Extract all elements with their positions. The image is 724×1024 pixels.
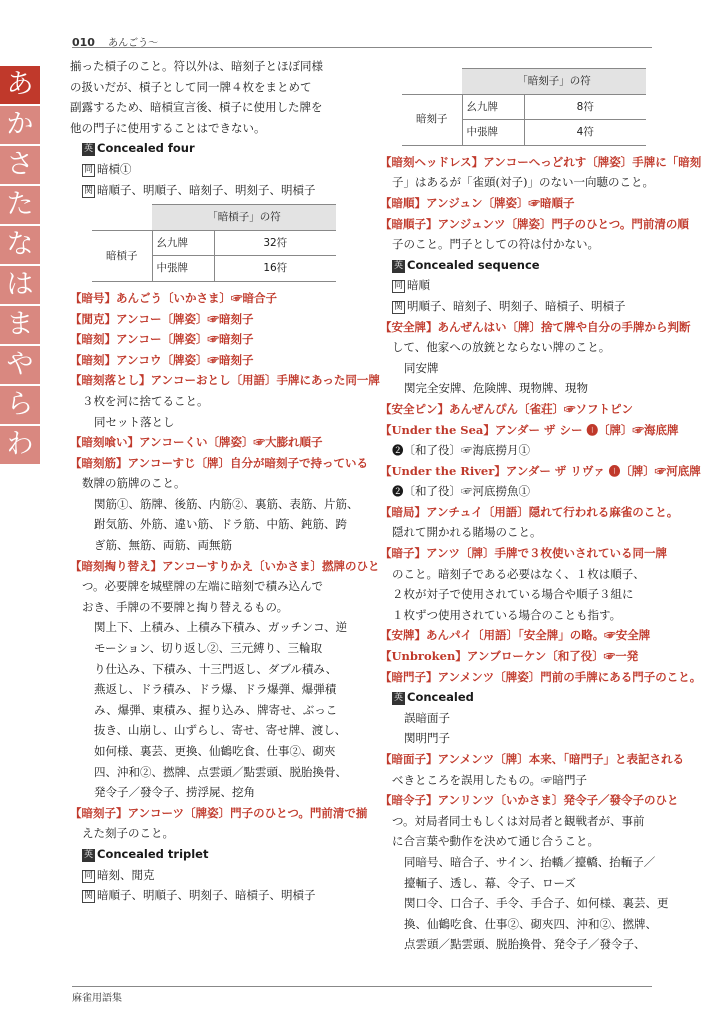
line-text: ❷〔和了役〕☞河底撈魚① [392,484,530,499]
headword: 【暗刻子】アンコーツ〔牌姿〕門子のひとつ。門前清で揃 [70,805,368,820]
line-text: 子のこと。門子としての符は付かない。 [392,237,599,252]
line-text: 数牌の筋牌のこと。 [82,476,186,491]
text-line [380,893,669,914]
text-line [70,412,340,433]
header-reading: あんごう～ [108,38,159,49]
table-row-label: 暗刻子 [402,94,462,145]
line-text: 関明門子 [404,731,450,746]
english-label: 英 [84,849,94,860]
line-text: つ。必要牌を城壁牌の左端に暗刻で積み込んで [82,579,324,594]
line-text: モーション、切り返し②、三元縛り、三輪取 [94,641,323,656]
headword: 【暗面子】アンメンツ〔牌〕本来、「暗門子」と表記される [380,752,684,766]
table-cell: 幺九牌 [462,94,524,120]
line-text: ぎ筋、無筋、両筋、両無筋 [94,538,232,553]
text-line [380,914,657,935]
headword: 【暗刻】アンコー〔牌姿〕☞暗刻子 [70,332,254,347]
table-cell: 8符 [524,94,646,120]
line-text: １枚ずつ使用されている場合のことも指す。 [392,607,622,622]
text-line [70,494,359,515]
text-line [70,391,340,412]
synonym-line: 同 暗順 [394,278,431,293]
line-text: 換、仙鶴吃食、仕事②、砌夾四、沖和②、撚牌、 [404,916,657,931]
line-text: 関口令、口合子、手令、手合子、如何様、裏芸、更 [404,896,669,911]
entry-headword-line [380,502,679,523]
related-label: 関 [394,301,404,312]
text-line [70,762,347,783]
related-label: 関 [84,185,94,196]
headword: 【Under the Sea】アンダー ザ シー ❶〔牌〕☞海底牌 [380,422,679,437]
fu-table-ankou [402,68,646,146]
entry-list [380,708,684,955]
index-tab-sa[interactable]: さ [0,146,40,184]
text-line [380,605,650,626]
page-number: 010 [72,36,95,49]
line-text: して、他家への放銃とならない牌のこと。 [392,340,611,355]
text-line [380,440,650,461]
index-tab-na[interactable]: な [0,226,40,264]
entry-headword-line [70,329,340,350]
text-line [70,473,340,494]
headword: 【暗門子】アンメンツ〔牌姿〕門前の手牌にある門子のこと。 [380,669,702,684]
entry-headword-line [380,420,679,441]
line-text: 同セット落とし [94,414,175,429]
english-label: 英 [394,693,404,704]
headword: 【暗号】あんごう〔いかさま〕☞暗合子 [70,290,277,305]
entry-headword-line [70,370,380,391]
table-caption: 「暗刻子」の符 [462,69,646,95]
text-line [380,708,650,729]
synonym-label: 同 [84,870,94,881]
text-line [70,514,347,535]
line-text: 四、沖和②、撚牌、点雲頭／點雲頭、脱胎換骨、 [94,764,347,779]
entry-headword-line [70,453,368,474]
text-line [380,481,650,502]
entry-headword-line [380,790,679,811]
headword: 【暗子】アンツ〔牌〕手牌で３枚使いされている同一牌 [380,546,668,561]
table-cell: 4符 [524,120,646,146]
text-line [380,234,650,255]
headword: 【暗刻ヘッドレス】アンコーへっどれす〔牌姿〕手牌に「暗刻 [380,154,702,169]
headword: 【安牌】あんパイ〔用語〕「安全牌」の略。☞安全牌 [380,628,651,643]
line-text: べきところを誤用したもの。☞暗門子 [392,772,588,787]
entry-headword-line [70,432,340,453]
fu-table-ankan [92,204,336,282]
line-text: 発令子／發令子、捞浮屍、挖角 [94,785,255,800]
headword: 【暗刻筋】アンコーすじ〔牌〕自分が暗刻子で持っている [70,455,368,470]
line-text: えた刻子のこと。 [82,826,174,841]
text-line [70,597,340,618]
entry-headword-line [380,667,702,688]
right-column [380,56,702,955]
text-line [380,831,650,852]
index-tab-ha[interactable]: は [0,266,40,304]
line-text: 同暗号、暗合子、サイン、抬轎／擡轎、抬輀子／ [404,854,656,869]
text-line: 副露するため、暗槓宣言後、槓子に使用した牌を [70,100,323,115]
index-tab-ka[interactable]: か [0,106,40,144]
table-cell: 32符 [214,230,336,256]
synonym-line: 同 暗槓① [84,161,132,176]
headword: 【暗刻】アンコウ〔牌姿〕☞暗刻子 [70,352,254,367]
line-text: 関完全安牌、危険牌、現物牌、現物 [404,381,588,396]
index-tab-ta[interactable]: た [0,186,40,224]
index-tab-ra[interactable]: ら [0,386,40,424]
english-label: 英 [84,144,94,155]
text-line [380,564,650,585]
text-line [70,823,340,844]
text-line: 揃った槓子のこと。符以外は、暗刻子とほぼ同様 [70,59,323,73]
text-line [70,576,340,597]
text-line [380,934,650,955]
related-line: 関 暗順子、明順子、明刻子、暗槓子、明槓子 [84,888,316,903]
entry-headword-line [380,625,650,646]
line-text: 点雲頭／點雲頭、脱胎換骨、発令子／發令子、 [404,937,646,952]
headword: 【閒克】アンコー〔牌姿〕☞暗刻子 [70,311,254,326]
running-header [72,34,652,48]
index-tab-a[interactable]: あ [0,66,40,104]
line-text: ❷〔和了役〕☞海底撈月① [392,443,530,458]
english-term: 英 Concealed four [84,141,195,156]
text-line [70,741,340,762]
text-line [70,782,340,803]
line-text: 如何様、裏芸、更換、仙鶴吃食、仕事②、砌夾 [94,744,336,758]
index-tab-wa[interactable]: わ [0,426,40,464]
table-row-label: 暗槓子 [92,230,152,281]
entry-headword-line [380,152,702,173]
text-line [380,811,650,832]
text-line [380,337,650,358]
table-caption: 「暗槓子」の符 [152,205,336,231]
line-text: み、爆弾、東積み、握り込み、牌寄せ、ぶっこ [94,702,338,717]
headword: 【Under the River】アンダー ザ リヴァ ❶〔牌〕☞河底牌 [380,463,701,478]
text-line: の扱いだが、槓子として同一牌４枚をまとめて [70,79,312,94]
text-line [380,172,654,193]
entry-headword-line [70,350,340,371]
line-text: 同安牌 [404,360,439,375]
entry-headword-line [380,749,684,770]
line-text: ２枚が対子で使用されている場合や順子３組に [392,587,634,602]
line-text: 関筋①、筋牌、後筋、内筋②、裏筋、表筋、片筋、 [94,496,359,511]
text-line [380,584,650,605]
entry-headword-line [70,309,340,330]
table-cell: 中張牌 [462,120,524,146]
text-line [380,358,650,379]
entry-list [70,288,380,844]
line-text: 子」はあるが「雀頭(対子)」のない一向聴のこと。 [392,175,654,190]
synonym-line: 同 暗刻、閒克 [84,867,155,882]
entry-headword-line [380,399,650,420]
headword: 【安全ピン】あんぜんぴん〔雀荘〕☞ソフトピン [380,401,633,416]
entry-headword-line [70,556,380,577]
line-text: 抜き、山崩し、山ずらし、寄せ、寄せ牌、渡し、 [94,723,347,738]
text-line [70,659,340,680]
headword: 【暗局】アンチュイ〔用語〕隠れて行われる麻雀のこと。 [380,504,679,519]
table-cell: 16符 [214,256,336,282]
headword: 【Unbroken】アンブローケン〔和了役〕☞一発 [380,649,639,664]
entry-headword-line [380,317,691,338]
entry-list [380,317,702,688]
related-line: 関 明順子、暗刻子、明刻子、暗槓子、明槓子 [394,298,626,313]
english-term: 英 Concealed sequence [394,257,540,272]
entry-headword-line [380,193,650,214]
entry-headword-line [70,288,340,309]
running-footer: 麻雀用語集 [72,986,652,1004]
text-line [380,522,650,543]
text-line [70,638,340,659]
line-text: 関上下、上積み、上積み下積み、ガッチンコ、逆 [94,620,348,635]
line-text: 跗気筋、外筋、違い筋、ドラ筋、中筋、鈍筋、跨 [94,517,347,532]
line-text: り仕込み、下積み、十三門返し、ダブル積み、 [94,661,338,676]
synonym-label: 同 [394,281,404,292]
english-label: 英 [394,260,404,271]
left-column [70,56,380,906]
entry-headword-line [70,803,368,824]
headword: 【暗刻喰い】アンコーくい〔牌姿〕☞大膨れ順子 [70,435,323,450]
table-cell: 中張牌 [152,256,214,282]
text-line [380,378,650,399]
headword: 【暗刻掏り替え】アンコーすりかえ〔いかさま〕撚牌のひと [70,558,380,573]
text-line [380,852,656,873]
line-text: 隠れて開かれる賭場のこと。 [392,525,542,540]
english-term: 英 Concealed [394,690,474,705]
line-text: つ。対局者同士もしくは対局者と観戦者が、事前 [392,813,645,828]
line-text: ３枚を河に捨てること。 [82,393,209,408]
headword: 【暗順子】アンジュンツ〔牌姿〕門子のひとつ。門前清の順 [380,216,689,231]
headword: 【暗令子】アンリンツ〔いかさま〕発令子／發令子のひと [380,793,679,808]
headword: 【安全牌】あんぜんはい〔牌〕捨て牌や自分の手牌から判断 [380,319,691,334]
headword: 【暗順】アンジュン〔牌姿〕☞暗順子 [380,195,575,210]
index-tab-ya[interactable]: や [0,346,40,384]
entry-headword-line [380,543,668,564]
text-line [380,770,650,791]
text-line: 他の門子に使用することはできない。 [70,120,266,135]
line-text: のこと。暗刻子である必要はなく、１枚は順子、 [392,566,645,581]
entry-list [380,152,702,255]
text-line [70,679,340,700]
line-text: おき、手牌の不要牌と掏り替えるもの。 [82,599,289,614]
entry-headword-line [380,214,689,235]
headword: 【暗刻落とし】アンコーおとし〔用語〕手牌にあった同一牌 [70,373,380,388]
line-text: に合言葉や動作を決めて通じ合うこと。 [392,834,599,849]
text-line [70,720,347,741]
text-line [70,535,340,556]
line-text: 燕返し、ドラ積み、ドラ爆、ドラ爆弾、爆弾積 [94,682,337,697]
text-line [70,700,340,721]
table-cell: 幺九牌 [152,230,214,256]
related-label: 関 [84,891,94,902]
text-line [380,873,650,894]
line-text: 擡輀子、透し、幕、令子、ローズ [404,875,576,890]
text-line [70,617,348,638]
related-line: 関 暗順子、明順子、暗刻子、明刻子、明槓子 [84,182,316,197]
kana-index-tabs [0,66,40,466]
entry-headword-line [380,646,650,667]
index-tab-ma[interactable]: ま [0,306,40,344]
synonym-label: 同 [84,164,94,175]
entry-headword-line [380,461,701,482]
text-line [380,728,650,749]
line-text: 誤暗面子 [404,710,450,725]
english-term: 英 Concealed triplet [84,846,209,861]
